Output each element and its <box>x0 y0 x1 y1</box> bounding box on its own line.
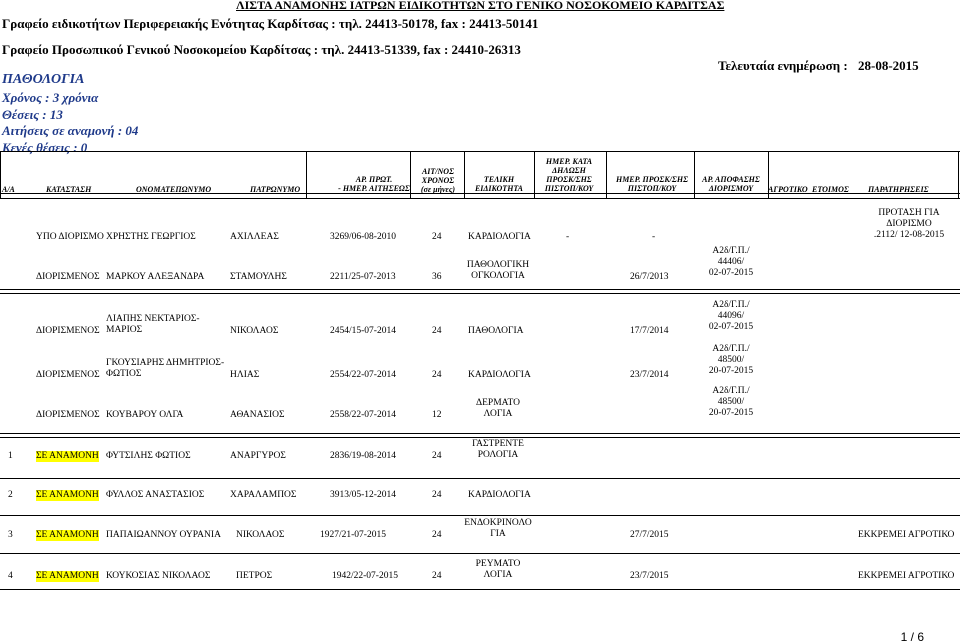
row-final-line1: ΓΑΣΤΡΕΝΤΕ <box>472 439 524 449</box>
row-final: ΚΑΡΔΙΟΛΟΓΙΑ <box>468 232 531 242</box>
row-father: ΝΙΚΟΛΑΟΣ <box>230 326 279 336</box>
row-name-line1: ΓΚΟΥΣΙΑΡΗΣ ΔΗΜΗΤΡΙΟΣ- <box>106 358 225 368</box>
row-decision-line1: Α2δ/Γ.Π./ <box>712 300 750 310</box>
table-vline <box>606 151 607 198</box>
col-decision-line1: ΑΡ. ΑΠΟΦΑΣΗΣ <box>702 175 760 184</box>
row-aa: 1 <box>8 451 13 461</box>
table-line <box>0 193 960 194</box>
row-notes-line2: ΔΙΟΡΙΣΜΟ <box>886 219 932 229</box>
col-time-line3: (σε μήνες) <box>420 185 456 194</box>
row-presented: 23/7/2014 <box>630 370 669 380</box>
col-declared-line3: ΠΡΟΣΚ/ΣΗΣ <box>546 175 592 184</box>
specialty-duration: Χρόνος : 3 χρόνια <box>2 90 99 105</box>
row-notes <box>860 208 958 241</box>
col-time <box>410 167 466 194</box>
row-months: 24 <box>432 530 442 540</box>
col-protocol <box>330 175 418 193</box>
col-presented-line1: ΗΜΕΡ. ΠΡΟΣΚ/ΣΗΣ <box>615 175 689 184</box>
col-protocol-line1: ΑΡ. ΠΡΩΤ. <box>355 175 393 184</box>
row-decision <box>694 386 768 419</box>
col-protocol-line2: - ΗΜΕΡ. ΑΙΤΗΣΕΩΣ <box>338 184 410 193</box>
col-declared-line4: ΠΙΣΤΟΠ/ΚΟΥ <box>544 184 594 193</box>
row-protocol: 2558/22-07-2014 <box>330 410 396 420</box>
table-vline <box>694 151 695 198</box>
row-final <box>462 559 534 581</box>
row-notes: ΕΚΚΡΕΜΕΙ ΑΓΡΟΤΙΚΟ <box>858 571 955 581</box>
row-father: ΧΑΡΑΛΑΜΠΟΣ <box>230 490 297 500</box>
row-decision-line3: 02-07-2015 <box>708 322 754 332</box>
col-decision-line2: ΔΙΟΡΙΣΜΟΥ <box>708 184 754 193</box>
row-presented: - <box>652 232 656 242</box>
row-status: ΣΕ ΑΝΑΜΟΝΗ <box>36 490 99 500</box>
row-status: ΣΕ ΑΝΑΜΟΝΗ <box>36 571 99 581</box>
col-declared <box>534 157 604 193</box>
table-line <box>0 151 960 152</box>
row-final-line2: ΛΟΓΙΑ <box>483 409 513 419</box>
row-protocol: 3913/05-12-2014 <box>330 490 396 500</box>
row-decision-line1: Α2δ/Γ.Π./ <box>712 246 750 256</box>
row-final-line1: ΠΑΘΟΛΟΓΙΚΗ <box>466 260 530 270</box>
row-decision-line2: 48500/ <box>717 397 745 407</box>
col-time-line2: ΧΡΟΝΟΣ <box>421 176 455 185</box>
row-presented: 26/7/2013 <box>630 272 669 282</box>
row-months: 24 <box>432 370 442 380</box>
table-line <box>0 433 960 434</box>
page-number: 1 / 6 <box>900 630 924 644</box>
table-vline <box>410 151 411 198</box>
table-vline <box>0 151 1 198</box>
row-months: 12 <box>432 410 442 420</box>
col-presented-line2: ΠΙΣΤΟΠ/ΚΟΥ <box>627 184 677 193</box>
row-final <box>462 260 534 282</box>
office-line-1: Γραφείο ειδικοτήτων Περιφερειακής Ενότητας Καρδίτσας : τηλ. 24413-50178, fax : 24413-50141 <box>2 16 539 31</box>
row-final-line1: ΡΕΥΜΑΤΟ <box>475 559 521 569</box>
row-name <box>106 314 200 336</box>
row-father: ΗΛΙΑΣ <box>230 370 260 380</box>
row-decision-line1: Α2δ/Γ.Π./ <box>712 344 750 354</box>
row-father: ΑΝΑΡΓΥΡΟΣ <box>230 451 286 461</box>
table-line <box>0 553 960 554</box>
row-status: ΔΙΟΡΙΣΜΕΝΟΣ <box>36 370 100 380</box>
col-status: ΚΑΤΑΣΤΑΣΗ <box>46 185 92 194</box>
row-protocol: 2211/25-07-2013 <box>330 272 396 282</box>
row-decision-line3: 20-07-2015 <box>708 366 754 376</box>
row-name <box>106 358 224 380</box>
row-final-line1: ΕΝΔΟΚΡΙΝΟΛΟ <box>464 518 532 528</box>
row-presented: 23/7/2015 <box>630 571 669 581</box>
row-status: ΔΙΟΡΙΣΜΕΝΟΣ <box>36 272 100 282</box>
table-line <box>0 293 960 294</box>
row-father: ΣΤΑΜΟΥΛΗΣ <box>230 272 287 282</box>
table-vline <box>534 151 535 198</box>
col-final <box>464 175 534 193</box>
row-months: 24 <box>432 571 442 581</box>
col-name: ΟΝΟΜΑΤΕΠΩΝΥΜΟ <box>136 185 212 194</box>
row-final <box>462 439 534 461</box>
col-father: ΠΑΤΡΩΝΥΜΟ <box>250 185 301 194</box>
row-decision <box>694 300 768 333</box>
table-line <box>0 289 960 290</box>
table-vline <box>306 151 307 198</box>
row-name: ΦΥΤΣΙΛΗΣ ΦΩΤΙΟΣ <box>106 451 191 461</box>
row-aa: 2 <box>8 490 13 500</box>
row-name: ΚΟΥΒΑΡΟΥ ΟΛΓΑ <box>106 410 184 420</box>
row-notes-line1: ΠΡΟΤΑΣΗ ΓΙΑ <box>878 208 940 218</box>
row-final-line2: ΟΓΚΟΛΟΓΙΑ <box>471 271 525 281</box>
row-father: ΑΧΙΛΛΕΑΣ <box>230 232 279 242</box>
row-months: 24 <box>432 232 442 242</box>
col-declared-line2: ΔΗΛΩΣΗ <box>552 166 586 175</box>
row-status: ΥΠΟ ΔΙΟΡΙΣΜΟ <box>36 232 104 242</box>
col-declared-line1: ΗΜΕΡ. ΚΑΤΑ <box>545 157 593 166</box>
row-months: 24 <box>432 451 442 461</box>
row-protocol: 2836/19-08-2014 <box>330 451 396 461</box>
row-protocol: 1927/21-07-2015 <box>320 530 386 540</box>
row-notes: ΕΚΚΡΕΜΕΙ ΑΓΡΟΤΙΚΟ <box>858 530 955 540</box>
row-decision-line2: 44096/ <box>717 311 745 321</box>
row-final <box>462 398 534 420</box>
table-line <box>0 478 960 479</box>
table-line <box>0 437 960 438</box>
row-protocol: 1942/22-07-2015 <box>332 571 398 581</box>
last-update-label: Τελευταία ενημέρωση : <box>718 58 848 73</box>
table-vline <box>958 151 959 198</box>
row-name: ΧΡΗΣΤΗΣ ΓΕΩΡΓΙΟΣ <box>106 232 196 242</box>
office-line-2: Γραφείο Προσωπικού Γενικού Νοσοκομείου Καρδίτσας : τηλ. 24413-51339, fax : 24410-26313 <box>2 42 521 57</box>
row-aa: 4 <box>8 571 13 581</box>
row-protocol: 2554/22-07-2014 <box>330 370 396 380</box>
row-protocol: 3269/06-08-2010 <box>330 232 396 242</box>
row-presented: 27/7/2015 <box>630 530 669 540</box>
specialty-waiting: Αιτήσεις σε αναμονή : 04 <box>2 123 139 138</box>
table-line <box>0 515 960 516</box>
row-name: ΠΑΠΑΙΩΑΝΝΟΥ ΟΥΡΑΝΙΑ <box>106 530 221 540</box>
row-declared: - <box>566 232 570 242</box>
col-time-line1: ΑΙΤ/ΝΟΣ <box>421 167 455 176</box>
row-name: ΜΑΡΚΟΥ ΑΛΕΞΑΝΔΡΑ <box>106 272 205 282</box>
row-decision-line1: Α2δ/Γ.Π./ <box>712 386 750 396</box>
row-months: 36 <box>432 272 442 282</box>
row-status: ΣΕ ΑΝΑΜΟΝΗ <box>36 451 99 461</box>
row-final: ΚΑΡΔΙΟΛΟΓΙΑ <box>468 490 531 500</box>
specialty-vacant: Κενές θέσεις : 0 <box>2 140 88 155</box>
row-final-line2: ΓΙΑ <box>490 529 506 539</box>
col-final-line2: ΕΙΔΙΚΟΤΗΤΑ <box>474 184 524 193</box>
row-father: ΠΕΤΡΟΣ <box>236 571 273 581</box>
row-name-line2: ΜΑΡΙΟΣ <box>106 325 143 335</box>
table-vline <box>768 151 769 198</box>
specialty-name: ΠΑΘΟΛΟΓΙΑ <box>2 72 85 87</box>
row-decision-line2: 44406/ <box>717 257 745 267</box>
row-status: ΔΙΟΡΙΣΜΕΝΟΣ <box>36 326 100 336</box>
col-notes: ΠΑΡΑΤΗΡΗΣΕΙΣ <box>868 185 929 194</box>
row-presented: 17/7/2014 <box>630 326 669 336</box>
row-decision-line2: 48500/ <box>717 355 745 365</box>
table-line <box>0 589 960 590</box>
row-status: ΣΕ ΑΝΑΜΟΝΗ <box>36 530 99 540</box>
row-final <box>460 518 536 540</box>
row-decision-line3: 20-07-2015 <box>708 408 754 418</box>
table-vline <box>464 151 465 198</box>
row-decision <box>694 344 768 377</box>
col-aa: Α/Α <box>2 185 15 194</box>
row-decision <box>694 246 768 279</box>
row-final-line1: ΔΕΡΜΑΤΟ <box>476 398 520 408</box>
row-father: ΑΘΑΝΑΣΙΟΣ <box>230 410 285 420</box>
col-final-line1: ΤΕΛΙΚΗ <box>483 175 515 184</box>
row-decision-line3: 02-07-2015 <box>708 268 754 278</box>
table-line <box>0 198 960 199</box>
specialty-positions: Θέσεις : 13 <box>2 107 63 122</box>
row-months: 24 <box>432 326 442 336</box>
col-ready: ΕΤΟΙΜΟΣ <box>812 185 849 194</box>
row-status: ΔΙΟΡΙΣΜΕΝΟΣ <box>36 410 100 420</box>
row-months: 24 <box>432 490 442 500</box>
row-name: ΦΥΛΛΟΣ ΑΝΑΣΤΑΣΙΟΣ <box>106 490 205 500</box>
row-final-line2: ΛΟΓΙΑ <box>483 570 513 580</box>
document-title: ΛΙΣΤΑ ΑΝΑΜΟΝΗΣ ΙΑΤΡΩΝ ΕΙΔΙΚΟΤΗΤΩΝ ΣΤΟ ΓΕΝΙΚΟ ΝΟΣΟΚΟΜΕΙΟ ΚΑΡΔΙΤΣΑΣ <box>236 0 725 12</box>
row-notes-line3: .2112/ 12-08-2015 <box>873 230 945 240</box>
row-final: ΠΑΘΟΛΟΓΙΑ <box>468 326 524 336</box>
row-protocol: 2454/15-07-2014 <box>330 326 396 336</box>
row-name-line2: ΦΩΤΙΟΣ <box>106 369 142 379</box>
row-final: ΚΑΡΔΙΟΛΟΓΙΑ <box>468 370 531 380</box>
col-decision <box>694 175 768 193</box>
row-father: ΝΙΚΟΛΑΟΣ <box>236 530 285 540</box>
col-rural: ΑΓΡΟΤΙΚΟ <box>768 185 808 194</box>
row-name: ΚΟΥΚΟΣΙΑΣ ΝΙΚΟΛΑΟΣ <box>106 571 211 581</box>
row-final-line2: ΡΟΛΟΓΙΑ <box>477 450 519 460</box>
col-presented <box>606 175 698 193</box>
row-name-line1: ΛΙΑΠΗΣ ΝΕΚΤΑΡΙΟΣ- <box>106 314 200 324</box>
last-update-value: 28-08-2015 <box>858 58 919 73</box>
row-aa: 3 <box>8 530 13 540</box>
